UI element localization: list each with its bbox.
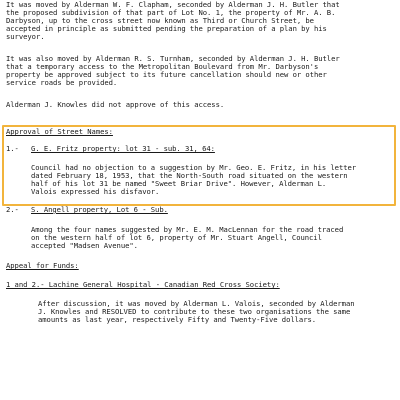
paragraph-line: accepted in principle as submitted pending the preparation of a plan by his xyxy=(6,24,327,33)
paragraph-line: the proposed subdivision of that part of Lot No. 1, the property of Mr. A. B. xyxy=(6,8,336,17)
funds-body-line: J. Knowles and RESOLVED to contribute to these two organisations the same xyxy=(38,307,351,316)
item-body-line: Among the four names suggested by Mr. E. M. MacLennan for the road traced xyxy=(31,225,344,234)
section-heading-street-names: Approval of Street Names: xyxy=(6,127,113,136)
section-heading-appeal-for-funds: Appeal for Funds: xyxy=(6,261,79,270)
paragraph-line: property be approved subject to its future cancellation should new or other xyxy=(6,70,327,79)
item-body-line: accepted "Madsen Avenue". xyxy=(31,241,138,250)
paragraph-line: service roads be provided. xyxy=(6,78,118,87)
funds-body-line: After discussion, it was moved by Alderman L. Valois, seconded by Alderman xyxy=(38,299,355,308)
item-body-line: dated February 18, 1953, that the North-South road situated on the western xyxy=(31,171,348,180)
funds-item-title: 1 and 2.- Lachine General Hospital - Canadian Red Cross Society: xyxy=(6,280,280,289)
item-title-fritz-property: G. E. Fritz property: lot 31 - sub. 31, 64: xyxy=(31,144,215,153)
paragraph-line: Alderman J. Knowles did not approve of this access. xyxy=(6,100,225,109)
item-body-line: half of his lot 31 be named "Sweet Briar Drive". However, Alderman L. xyxy=(31,179,327,188)
paragraph-line: It was moved by Alderman W. F. Clapham, seconded by Alderman J. H. Butler that xyxy=(6,0,340,9)
item-body-line: Council had no objection to a suggestion by Mr. Geo. E. Fritz, in his letter xyxy=(31,163,357,172)
paragraph-line: Darbyson, up to the cross street now known as Third or Church Street, be xyxy=(6,16,314,25)
funds-body-line: amounts as last year, respectively Fifty and Twenty-Five dollars. xyxy=(38,315,317,324)
item-body-line: Valois expressed his disfavor. xyxy=(31,187,160,196)
item-title-angell-property: S. Angell property, Lot 6 - Sub. xyxy=(31,205,168,214)
paragraph-line: It was also moved by Alderman R. S. Turnham, seconded by Alderman J. H. Butler xyxy=(6,54,340,63)
paragraph-line: surveyor. xyxy=(6,32,45,41)
item-number-1: 1.- xyxy=(6,144,19,153)
item-number-2: 2.- xyxy=(6,205,19,214)
item-body-line: on the western half of lot 6, property of Mr. Stuart Angell, Council xyxy=(31,233,322,242)
paragraph-line: that a temporary access to the Metropolitan Boulevard from Mr. Darbyson's xyxy=(6,62,319,71)
